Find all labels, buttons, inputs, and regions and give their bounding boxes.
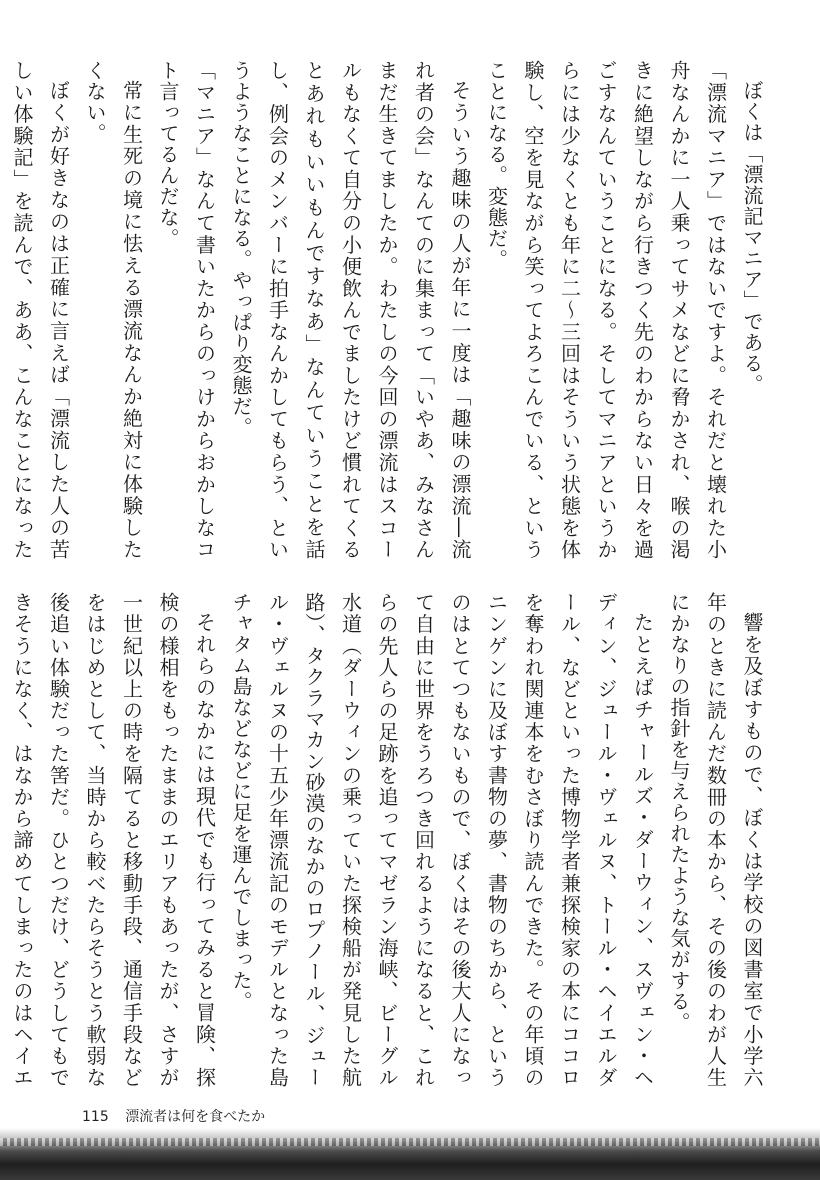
running-title: 漂流者は何を食べたか [125, 1109, 266, 1125]
paragraph: たとえばチャールズ・ダーウィン、スヴェン・ヘディン、ジュール・ヴェルヌ、トール・ヘイエルダール、などといった博物学者兼探検家の本にココロを奪われ関連本をむさぼり読んできた。その年頃のニンゲンに及ぼす書物の夢、書物のちから、というのはとてつもないもので、ぼくはその後大人になって自由に世界をうろつき回れるようになると、これらの先人らの足跡を追ってマゼラン海峡、ビーグル水道（ダーウィンの乗っていた探検船が発見した航路）、タクラマカン砂漠のなかのロプノール、ジュール・ヴェルヌの十五少年漂流記のモデルとなった島チャタム島などなどに足を運んでしまった。 [229, 592, 655, 1088]
paragraph: 響を及ぼすもので、ぼくは学校の図書室で小学六年のときに読んだ数冊の本から、その後のわが人生にかなりの指針を与えられたような気がする。 [667, 592, 764, 1088]
paragraph: 「漂流マニア」ではないですよ。それだと壊れた小舟なんかに一人乗ってサメなどに脅かされ、喉の渇きに絶望しながら行きつく先のわからない日々を過ごすなんていうことになる。そしてマニアというからには少なくとも年に二〜三回はそういう状態を体験し、空を見ながら笑ってよろこんでいる、ということになる。変態だ。 [484, 60, 728, 560]
scan-edge [0, 1128, 820, 1180]
upper-text-block [10, 60, 770, 561]
paragraph: それらのなかには現代でも行ってみると冒険、探検の様相をもったままのエリアもあったが、さすが一世紀以上の時を隔てると移動手段、通信手段などをはじめとして、当時から較べたらそうとう軟弱な後追い体験だった筈だ。ひとつだけ、どうしてもできそうになく、はなから諦めてしまったのはヘイエ [10, 592, 217, 1088]
paragraph: 常に生死の境に怯える漂流なんか絶対に体験したくない。 [83, 60, 144, 561]
paragraph: ぼくが好きなのは正確に言えば「漂流した人の苦しい体験記」を読んで、ああ、こんなことになった [10, 60, 71, 560]
page-footer [82, 1106, 265, 1126]
page-number: 115 [82, 1109, 109, 1125]
paragraph: ぼくは「漂流記マニア」である。 [740, 80, 764, 395]
paragraph: 「マニア」なんて書いたからのっけからおかしなコト言ってるんだな。 [156, 60, 217, 560]
paragraph: そういう趣味の人が年に一度は「趣味の漂流―流れ者の会」なんてのに集まって「いやあ、みなさんまだ生きてましたか。わたしの今回の漂流はスコールもなくて自分の小便飲んでましたけど慣れてくるとあれもいいもんですなあ」なんていうことを話し、例会のメンバーに拍手なんかしてもらう、というようなことになる。やっぱり変態だ。 [229, 60, 472, 560]
lower-text-block [10, 592, 770, 1088]
